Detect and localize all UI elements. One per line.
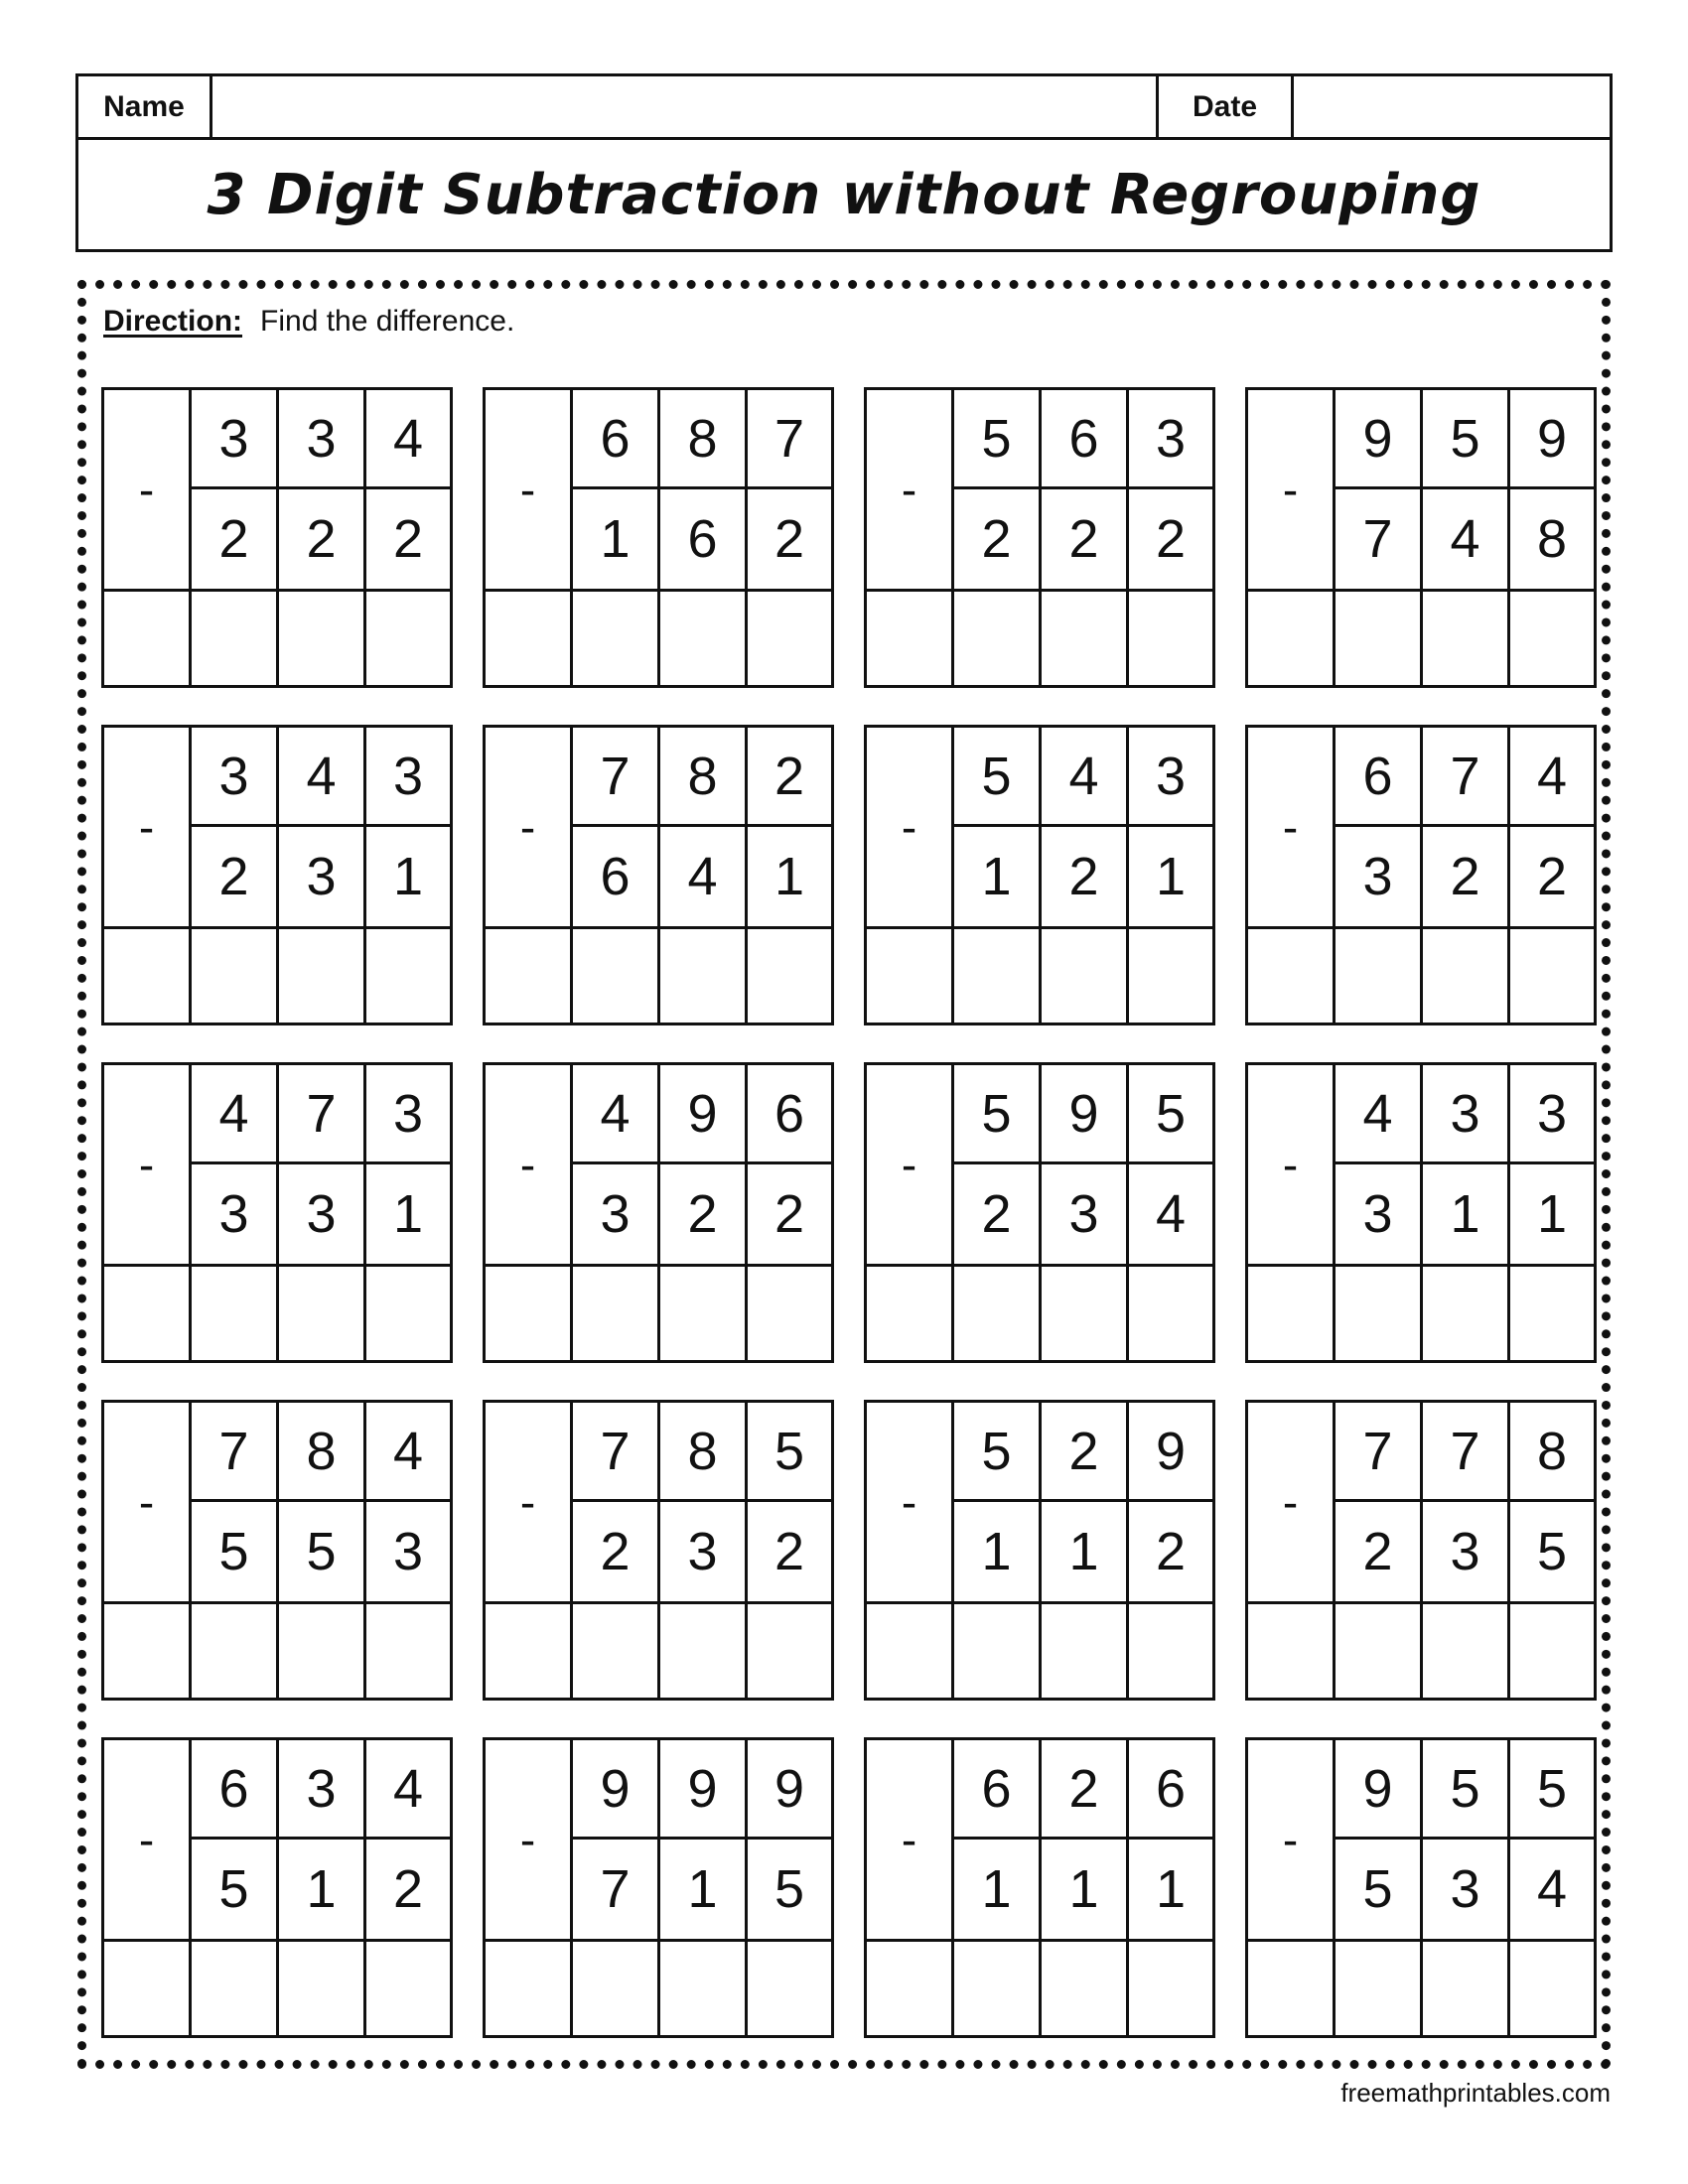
minus-sign: -	[1248, 390, 1336, 589]
answer-row	[1248, 1601, 1594, 1698]
minus-sign: -	[486, 1065, 573, 1264]
subtrahend-digit: 1	[1042, 1502, 1129, 1601]
subtrahend-digit: 2	[279, 489, 366, 589]
answer-digit-box[interactable]	[1336, 592, 1423, 685]
subtrahend-digit: 1	[1155, 1859, 1187, 1919]
date-label: Date	[1159, 76, 1294, 137]
answer-digit-box[interactable]	[279, 1604, 366, 1698]
minuend-digit: 8	[660, 1403, 748, 1502]
answer-digit-box[interactable]	[1510, 929, 1594, 1023]
minus-sign: -	[104, 1403, 192, 1601]
subtrahend-digit: 8	[1536, 509, 1568, 569]
answer-digit-box[interactable]	[1129, 1942, 1212, 2035]
subtrahend-digit: 4	[1536, 1859, 1568, 1919]
answer-row	[486, 1939, 831, 2035]
answer-row	[104, 926, 450, 1023]
subtrahend-digit: 4	[1155, 1184, 1187, 1244]
subtrahend-digit: 2	[573, 1502, 660, 1601]
answer-digit-box[interactable]	[279, 1942, 366, 2035]
answer-digit-box[interactable]	[192, 1267, 279, 1360]
subtrahend-digit: 6	[573, 827, 660, 926]
answer-digit-box[interactable]	[192, 592, 279, 685]
minuend-digit: 6	[192, 1740, 279, 1840]
answer-digit-box[interactable]	[573, 1267, 660, 1360]
subtrahend-digit: 5	[774, 1859, 805, 1919]
subtrahend-digit: 5	[1336, 1840, 1423, 1939]
answer-blank-cell	[1248, 1267, 1336, 1360]
minuend-digit: 4	[192, 1065, 279, 1164]
minuend-digit: 3	[192, 728, 279, 827]
answer-digit-box[interactable]	[748, 592, 831, 685]
minus-sign: -	[1248, 1740, 1336, 1939]
subtrahend-digit: 7	[573, 1840, 660, 1939]
subtrahend-digit: 4	[660, 827, 748, 926]
subtrahend-digit: 3	[1042, 1164, 1129, 1264]
minuend-digit: 9	[748, 1740, 831, 1840]
answer-digit-box[interactable]	[192, 1604, 279, 1698]
subtraction-problem	[101, 725, 453, 1025]
minus-sign: -	[104, 1740, 192, 1939]
subtraction-problem	[101, 387, 453, 688]
subtrahend-digit: 1	[1536, 1184, 1568, 1244]
subtrahend-digit: 2	[392, 1859, 424, 1919]
subtrahend-digit: 2	[774, 509, 805, 569]
subtrahend-digit: 1	[1155, 847, 1187, 906]
answer-row	[867, 926, 1212, 1023]
subtraction-problem	[483, 387, 834, 688]
answer-digit-box[interactable]	[1129, 1604, 1212, 1698]
answer-digit-box[interactable]	[660, 1604, 748, 1698]
answer-digit-box[interactable]	[748, 1604, 831, 1698]
subtraction-problem	[1245, 1062, 1597, 1363]
answer-digit-box[interactable]	[1042, 1942, 1129, 2035]
answer-digit-box[interactable]	[573, 929, 660, 1023]
subtraction-problem	[101, 1737, 453, 2038]
subtraction-problem	[101, 1062, 453, 1363]
subtrahend-digit: 2	[660, 1164, 748, 1264]
subtraction-problem	[483, 1062, 834, 1363]
problem-grid	[101, 387, 1581, 2015]
minuend-digit: 3	[366, 728, 450, 827]
subtrahend-digit: 3	[1336, 1164, 1423, 1264]
answer-blank-cell	[867, 1267, 954, 1360]
subtraction-problem	[864, 725, 1215, 1025]
subtrahend-digit: 2	[1042, 827, 1129, 926]
minuend-digit: 4	[1510, 728, 1594, 827]
answer-blank-cell	[867, 929, 954, 1023]
subtrahend-digit: 4	[1423, 489, 1510, 589]
subtrahend-digit: 1	[774, 847, 805, 906]
subtrahend-digit: 3	[573, 1164, 660, 1264]
minuend-digit: 2	[1042, 1403, 1129, 1502]
subtrahend-digit: 2	[192, 827, 279, 926]
subtrahend-digit: 1	[954, 1502, 1042, 1601]
subtrahend-digit: 3	[279, 827, 366, 926]
minuend-digit: 3	[1510, 1065, 1594, 1164]
minuend-digit: 9	[660, 1065, 748, 1164]
subtrahend-digit: 2	[774, 1522, 805, 1581]
answer-digit-box[interactable]	[1129, 1267, 1212, 1360]
answer-row	[104, 1601, 450, 1698]
answer-row	[104, 1264, 450, 1360]
subtrahend-digit: 3	[392, 1522, 424, 1581]
subtrahend-digit: 2	[954, 489, 1042, 589]
answer-digit-box[interactable]	[660, 1942, 748, 2035]
subtrahend-digit: 3	[1336, 827, 1423, 926]
answer-blank-cell	[867, 1942, 954, 2035]
subtrahend-digit: 1	[392, 1184, 424, 1244]
minuend-digit: 6	[573, 390, 660, 489]
answer-blank-cell	[486, 1942, 573, 2035]
subtraction-problem	[483, 1737, 834, 2038]
subtrahend-digit: 1	[392, 847, 424, 906]
subtrahend-digit: 1	[1423, 1164, 1510, 1264]
minuend-digit: 3	[1423, 1065, 1510, 1164]
answer-row	[486, 926, 831, 1023]
name-field[interactable]	[212, 76, 1159, 137]
answer-digit-box[interactable]	[573, 1942, 660, 2035]
answer-digit-box[interactable]	[1336, 1267, 1423, 1360]
minuend-digit: 8	[279, 1403, 366, 1502]
minuend-digit: 2	[748, 728, 831, 827]
minuend-digit: 4	[366, 1403, 450, 1502]
answer-digit-box[interactable]	[660, 1267, 748, 1360]
minuend-digit: 4	[279, 728, 366, 827]
minuend-digit: 9	[1042, 1065, 1129, 1164]
answer-digit-box[interactable]	[748, 1942, 831, 2035]
subtrahend-digit: 2	[1042, 489, 1129, 589]
minuend-digit: 7	[573, 1403, 660, 1502]
answer-digit-box[interactable]	[1042, 1267, 1129, 1360]
answer-digit-box[interactable]	[573, 592, 660, 685]
subtrahend-digit: 5	[279, 1502, 366, 1601]
minuend-digit: 7	[1423, 728, 1510, 827]
answer-digit-box[interactable]	[1510, 1942, 1594, 2035]
answer-digit-box[interactable]	[1423, 1267, 1510, 1360]
minuend-digit: 5	[954, 1403, 1042, 1502]
minuend-digit: 6	[1042, 390, 1129, 489]
minuend-digit: 9	[1129, 1403, 1212, 1502]
minuend-digit: 7	[1336, 1403, 1423, 1502]
subtrahend-digit: 2	[392, 509, 424, 569]
minuend-digit: 2	[1042, 1740, 1129, 1840]
answer-digit-box[interactable]	[660, 929, 748, 1023]
subtrahend-digit: 3	[279, 1164, 366, 1264]
subtrahend-digit: 1	[954, 1840, 1042, 1939]
minus-sign: -	[867, 1740, 954, 1939]
minus-sign: -	[486, 1403, 573, 1601]
minus-sign: -	[486, 1740, 573, 1939]
answer-row	[1248, 926, 1594, 1023]
minus-sign: -	[1248, 1403, 1336, 1601]
subtrahend-digit: 2	[192, 489, 279, 589]
minuend-digit: 9	[1336, 390, 1423, 489]
answer-digit-box[interactable]	[1423, 929, 1510, 1023]
minuend-digit: 7	[1423, 1403, 1510, 1502]
answer-digit-box[interactable]	[366, 592, 450, 685]
direction-label: Direction:	[103, 305, 243, 338]
minuend-digit: 3	[1129, 728, 1212, 827]
answer-blank-cell	[1248, 1604, 1336, 1698]
minuend-digit: 4	[366, 390, 450, 489]
answer-digit-box[interactable]	[366, 929, 450, 1023]
footer-source: freemathprintables.com	[1340, 2078, 1611, 2108]
answer-digit-box[interactable]	[1042, 929, 1129, 1023]
answer-row	[486, 1264, 831, 1360]
subtraction-problem	[483, 725, 834, 1025]
answer-digit-box[interactable]	[573, 1604, 660, 1698]
subtrahend-digit: 1	[660, 1840, 748, 1939]
subtrahend-digit: 3	[1423, 1840, 1510, 1939]
subtrahend-digit: 5	[1536, 1522, 1568, 1581]
subtraction-problem	[1245, 1737, 1597, 2038]
minuend-digit: 6	[1129, 1740, 1212, 1840]
answer-row	[867, 1939, 1212, 2035]
answer-digit-box[interactable]	[192, 1942, 279, 2035]
answer-row	[486, 589, 831, 685]
minuend-digit: 9	[1510, 390, 1594, 489]
minuend-digit: 8	[660, 390, 748, 489]
answer-digit-box[interactable]	[279, 592, 366, 685]
minuend-digit: 6	[1336, 728, 1423, 827]
answer-digit-box[interactable]	[954, 1267, 1042, 1360]
subtraction-problem	[1245, 725, 1597, 1025]
minuend-digit: 5	[1129, 1065, 1212, 1164]
answer-blank-cell	[486, 592, 573, 685]
answer-row	[486, 1601, 831, 1698]
minus-sign: -	[1248, 1065, 1336, 1264]
minuend-digit: 5	[954, 1065, 1042, 1164]
minus-sign: -	[104, 390, 192, 589]
subtraction-problem	[864, 1062, 1215, 1363]
answer-digit-box[interactable]	[366, 1604, 450, 1698]
subtrahend-digit: 2	[1336, 1502, 1423, 1601]
subtrahend-digit: 2	[1155, 1522, 1187, 1581]
answer-blank-cell	[1248, 1942, 1336, 2035]
subtrahend-digit: 2	[1155, 509, 1187, 569]
subtraction-problem	[1245, 387, 1597, 688]
minus-sign: -	[104, 728, 192, 926]
answer-digit-box[interactable]	[1042, 592, 1129, 685]
answer-row	[867, 1264, 1212, 1360]
answer-blank-cell	[1248, 592, 1336, 685]
name-date-row	[78, 76, 1610, 140]
answer-digit-box[interactable]	[1423, 592, 1510, 685]
minus-sign: -	[867, 390, 954, 589]
subtraction-problem	[864, 1737, 1215, 2038]
answer-digit-box[interactable]	[1336, 1942, 1423, 2035]
answer-blank-cell	[486, 929, 573, 1023]
answer-digit-box[interactable]	[279, 1267, 366, 1360]
minuend-digit: 9	[660, 1740, 748, 1840]
minuend-digit: 4	[1042, 728, 1129, 827]
minuend-digit: 8	[660, 728, 748, 827]
minuend-digit: 7	[279, 1065, 366, 1164]
minuend-digit: 4	[366, 1740, 450, 1840]
answer-digit-box[interactable]	[1336, 929, 1423, 1023]
minus-sign: -	[486, 390, 573, 589]
answer-row	[104, 589, 450, 685]
answer-blank-cell	[104, 929, 192, 1023]
answer-blank-cell	[867, 592, 954, 685]
subtrahend-digit: 1	[573, 489, 660, 589]
subtrahend-digit: 1	[279, 1840, 366, 1939]
subtraction-problem	[864, 1400, 1215, 1701]
minuend-digit: 4	[573, 1065, 660, 1164]
minuend-digit: 9	[1336, 1740, 1423, 1840]
answer-row	[1248, 1939, 1594, 2035]
minuend-digit: 3	[279, 390, 366, 489]
answer-digit-box[interactable]	[1129, 929, 1212, 1023]
answer-blank-cell	[104, 592, 192, 685]
name-label: Name	[78, 76, 212, 137]
answer-digit-box[interactable]	[1129, 592, 1212, 685]
direction	[103, 305, 514, 339]
subtraction-problem	[483, 1400, 834, 1701]
minus-sign: -	[867, 728, 954, 926]
worksheet-header	[75, 73, 1613, 252]
minuend-digit: 4	[1336, 1065, 1423, 1164]
minus-sign: -	[867, 1403, 954, 1601]
date-field[interactable]	[1294, 76, 1610, 137]
minuend-digit: 7	[192, 1403, 279, 1502]
subtrahend-digit: 1	[1042, 1840, 1129, 1939]
subtrahend-digit: 3	[1423, 1502, 1510, 1601]
answer-blank-cell	[104, 1267, 192, 1360]
subtrahend-digit: 6	[660, 489, 748, 589]
minuend-digit: 3	[279, 1740, 366, 1840]
subtrahend-digit: 2	[1536, 847, 1568, 906]
minus-sign: -	[1248, 728, 1336, 926]
subtrahend-digit: 2	[954, 1164, 1042, 1264]
direction-text: Find the difference.	[260, 305, 515, 338]
answer-blank-cell	[486, 1604, 573, 1698]
minuend-digit: 7	[573, 728, 660, 827]
answer-digit-box[interactable]	[1042, 1604, 1129, 1698]
answer-digit-box[interactable]	[748, 929, 831, 1023]
subtrahend-digit: 5	[192, 1502, 279, 1601]
answer-digit-box[interactable]	[366, 1942, 450, 2035]
answer-digit-box[interactable]	[1510, 1267, 1594, 1360]
minus-sign: -	[867, 1065, 954, 1264]
minuend-digit: 8	[1510, 1403, 1594, 1502]
minus-sign: -	[104, 1065, 192, 1264]
answer-digit-box[interactable]	[279, 929, 366, 1023]
minuend-digit: 3	[192, 390, 279, 489]
answer-row	[867, 1601, 1212, 1698]
answer-row	[1248, 589, 1594, 685]
answer-blank-cell	[1248, 929, 1336, 1023]
answer-digit-box[interactable]	[1336, 1604, 1423, 1698]
answer-row	[867, 589, 1212, 685]
answer-digit-box[interactable]	[954, 929, 1042, 1023]
answer-digit-box[interactable]	[1510, 592, 1594, 685]
answer-blank-cell	[867, 1604, 954, 1698]
minuend-digit: 5	[954, 390, 1042, 489]
answer-digit-box[interactable]	[748, 1267, 831, 1360]
subtrahend-digit: 3	[660, 1502, 748, 1601]
minuend-digit: 7	[748, 390, 831, 489]
subtraction-problem	[864, 387, 1215, 688]
subtrahend-digit: 3	[192, 1164, 279, 1264]
answer-blank-cell	[104, 1604, 192, 1698]
answer-digit-box[interactable]	[366, 1267, 450, 1360]
minuend-digit: 9	[573, 1740, 660, 1840]
answer-digit-box[interactable]	[192, 929, 279, 1023]
answer-digit-box[interactable]	[954, 592, 1042, 685]
subtrahend-digit: 5	[192, 1840, 279, 1939]
answer-row	[1248, 1264, 1594, 1360]
answer-digit-box[interactable]	[954, 1604, 1042, 1698]
subtrahend-digit: 1	[954, 827, 1042, 926]
answer-digit-box[interactable]	[954, 1942, 1042, 2035]
minus-sign: -	[486, 728, 573, 926]
answer-blank-cell	[486, 1267, 573, 1360]
minuend-digit: 3	[366, 1065, 450, 1164]
minuend-digit: 6	[748, 1065, 831, 1164]
minuend-digit: 5	[748, 1403, 831, 1502]
minuend-digit: 3	[1129, 390, 1212, 489]
answer-digit-box[interactable]	[660, 592, 748, 685]
answer-digit-box[interactable]	[1423, 1604, 1510, 1698]
minuend-digit: 5	[1510, 1740, 1594, 1840]
minuend-digit: 5	[1423, 1740, 1510, 1840]
answer-digit-box[interactable]	[1423, 1942, 1510, 2035]
worksheet-title: 3 Digit Subtraction without Regrouping	[207, 162, 1481, 227]
minuend-digit: 5	[1423, 390, 1510, 489]
subtrahend-digit: 7	[1336, 489, 1423, 589]
subtraction-problem	[1245, 1400, 1597, 1701]
subtrahend-digit: 2	[774, 1184, 805, 1244]
minuend-digit: 6	[954, 1740, 1042, 1840]
minuend-digit: 5	[954, 728, 1042, 827]
answer-row	[104, 1939, 450, 2035]
answer-blank-cell	[104, 1942, 192, 2035]
subtraction-problem	[101, 1400, 453, 1701]
answer-digit-box[interactable]	[1510, 1604, 1594, 1698]
subtrahend-digit: 2	[1423, 827, 1510, 926]
